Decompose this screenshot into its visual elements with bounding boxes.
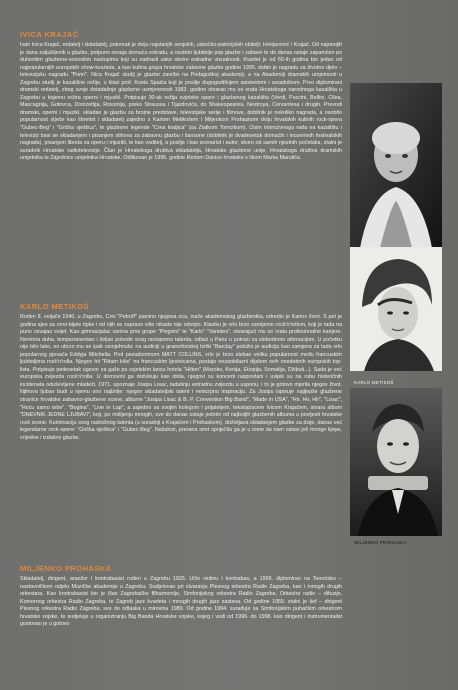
bio-section-metikos: [20, 302, 342, 442]
portrait-photo-prohaska: [350, 388, 442, 536]
bio-section-krajac: [20, 30, 342, 163]
photo-caption: KARLO METIKOŠ: [354, 380, 394, 385]
section-body: Rođen 8. veljače 1940. u Zagrebu, Crni "Petroff" pianino njegova oca, inače akademskog glazbenika, odredio je Karlov život. S pet je godina sjeo za crno-bijele tipke i od njih se zapravo više nikada nije odvojio. Klasiku je vrlo brzo zamijenio rock'n'rollom, koji je tada na puno osvajao svijet. Kao gimnazijalac osniva prve grupe "Pingvini" te "Karlo" "Varietes", otvarajući mu se vrata profesionalne karijere. Nemirna duha, temperamentan i željan potvrde svog neosporno talenta, odlazi u Pariz u potrazi za slobodnom afirmacijom. U početku nije bilo lako, no ubrzo mu se ipak osmjehnula: na audiciji u gramofonskoj tvrtki "Barclay" položio je audiciju kao zamjena za tada vrlo popularnog pjevača Eddyja Mitchella. Pod pseudonimom MATT COLLINS, vrlo je brzo stekao veliku popularnost među francuskim ljubiteljima rock'n'rolla. Njegov hit "Ritam kiše" na francuskim ljestvicama, postaje nezaobilazni dijelom svih onodobnih europskih top-lista. Potpisuje pedesetak ugovor za gaže po svjetskim lancu hotela "Hilton" (Maroko, Kenija, Etiopija, Somalija, Džibuti...). Sada je već europska zvijezda rock'n'rolla. U domovini ga dočekuju kao idola, njegovi su koncerti rasprodani i uvijek su na rubu histeričnih incidenata oduševljene mladeži. 1971. upoznaje Josipu Lisac, tadašnju estradnu zvijezdu u usponu, i to je gotovo mjerila njegov život. Njihova ljubav budi u njemu ono najbolje: njegov skladateljski talent i neiscrpnu inspiraciju. Za Josipu ispisuje najljepše glazbene stranice hrvatske zabavno-glazbene scene, albume "Josipa Lisac & B. P. Convention Big Band", "Made in USA", "Hir, Hir, Hir", "Lisac", "Hoću samo tebe", "Bogina", "Live in Lap", a zajedno sa svojim kolegom i prijateljem, tekstopiscem Ivicom Krajačem, stvara album "DNEVNIK JEDNE LJUBAVI", koji, po mišljenju mnogih, sve do danas ostaje jednim od najboljih glazbenih albuma u povijesti hrvatske rock scene. Kulminaciju svog raskošnog talenta (u suradnji s Krajačem i Prohaskom), doživljava skladanjem glazbe za dvije, danas već legendarne rock-opere: "Grička vještica" i "Gubec-Beg". Nažalost, prerana smrt spriječila ga je u tome da nam ostavi još mnoge lijepe, vrijedne i izdašne glazbe.: [20, 314, 342, 441]
section-heading: MILJENKO PROHASKA: [20, 564, 112, 573]
bio-section-prohaska: [20, 564, 342, 629]
section-heading: KARLO METIKOŠ: [20, 302, 89, 311]
portrait-photo-metikos: [350, 247, 442, 371]
photo-caption: MILJENKO PROHASKA: [354, 540, 407, 545]
section-body: Skladatelj, dirigent, aranžer i kontrabasist rođen u Zagrebu 1925. Učio violinu i kontrabas, a 1956. diplomirao na Teoretsko – nastavničkom odjelu Muzičke akademije u Zagrebu. Sudjelovao pri stvaranju Plesnog orkestra Radio Zagreba, kao i mnogih drugih orkestara. Kao kontrabasist bio je član Zagrebačke filharmonije, Simfonijskog orkestra Radio Zagreba, Orkestra radio – difuzije, Komornog orkestra Radio Zagreba, te Zagreb jazz kvarteta i mnogih drugih jazz sastava. Od godine 1955. stalni je šef – dirigent Plesnog orkestra Radio Zagreba, sve do odlaska u mirovinu 1989. Od godine 1994. surađuje sa Simfonijskim puhačkim orkestrom hrvatske vojske, te sudjeluje u organiziranju Big Banda Hrvatske vojske, kojeg i vodi od 1996. do 1998. kao dirigent i instrumentalist gostovao je u gotovo: [20, 576, 342, 628]
section-heading: IVICA KRAJAČ: [20, 30, 79, 39]
portrait-photo-krajac: [350, 83, 442, 248]
section-body: Ivan Ivica Krajač, redatelj i skladatelj, potomak je dviju najstarijih senjskih, uskočko-patricijskih obitelji: Hreljanović i Krajač. Od najranijih je dana zaljubljenik u glazbu, potpuno osvaja domaću estradu, a osobito ljubitelje pop glazbe i zabave te do danas ostaje zapamćen po duhovitim glazbeno-scenskim nastupima koji su nadrasli uske okvire estradne vizualnosti. Kvartet je od 60-ih godina bio jedan od najpopularnijih europskih show-kvarteta, a kao kultna grupa hrvatske zabavne glazbe godine 1995. dobio je nagradu za životno djelo – televizijsku nagradu "Porin". Nica Krajač studij je glazbe završio na Pedagoškoj akademiji, a na Akademiji dramskih umjetnosti u Zagrebu studij je kazališne režije, u klasi prof. Kosta Spaića koji je poslije dugogodišnjem asistentom i suradnikom. Prvo diplomirani dramski redatelj, zbog svoje dotadašnje glazbene usmjerenosti 1983. godine otvarao mu se vrata Hrvatskoga narodnoga kazališta u Zagrebu u kojemu režira operni i mjuzikl. Potpisuje 30-ak režija svjetske opere i glazbenog kazališta (Verdi, Puccini, Bellini, Cilea, Mascagnija, Gotovca, Donizettija, Rossinija, preko Straussa i Tijardovića, do Shakespearea, Nestroya, Cervantesa i drugih. Prevodi dramski, operni i mjuzikl, skladao je glazbu za brojne predstave, televizijske serije i filmove, dobitnik je nekoliko nagrada, a osobito popularnost stječe kao libretist i skladatelj zajedno s Karlom Metikošem i Miljenkom Prohaskom dviju hrvatskih kultnih rock-opera "Gubec-Beg" i "Grička vještica", te glazbene legende "Crna kraljica" (sa Zlatkom Tomcikom). Osim intenzivnoga rada na kazalištu i televiziji bavi se skladanjem i pisanjem stihova za zabavnu glazbu i šansone (dobitnik je dvadesetak domaćih i inozemnih festivalskih nagrada), pisanjem libreta za operu i mjuzikl, te kao voditelj, a poslije i kao scenarist i autor, skoro od samih njezinih početaka, stalni je suradnik Hrvatske radiotelevizije. Član je Hrvatskoga društva skladatelja, Hrvatske glazbene unije, Hrvatskoga društva dramskih umjetnika te Zajednice umjetnika Hrvatske. Odlikovan je 1996. godine Redom Danice hrvatske s likom Marka Marulića.: [20, 42, 342, 162]
